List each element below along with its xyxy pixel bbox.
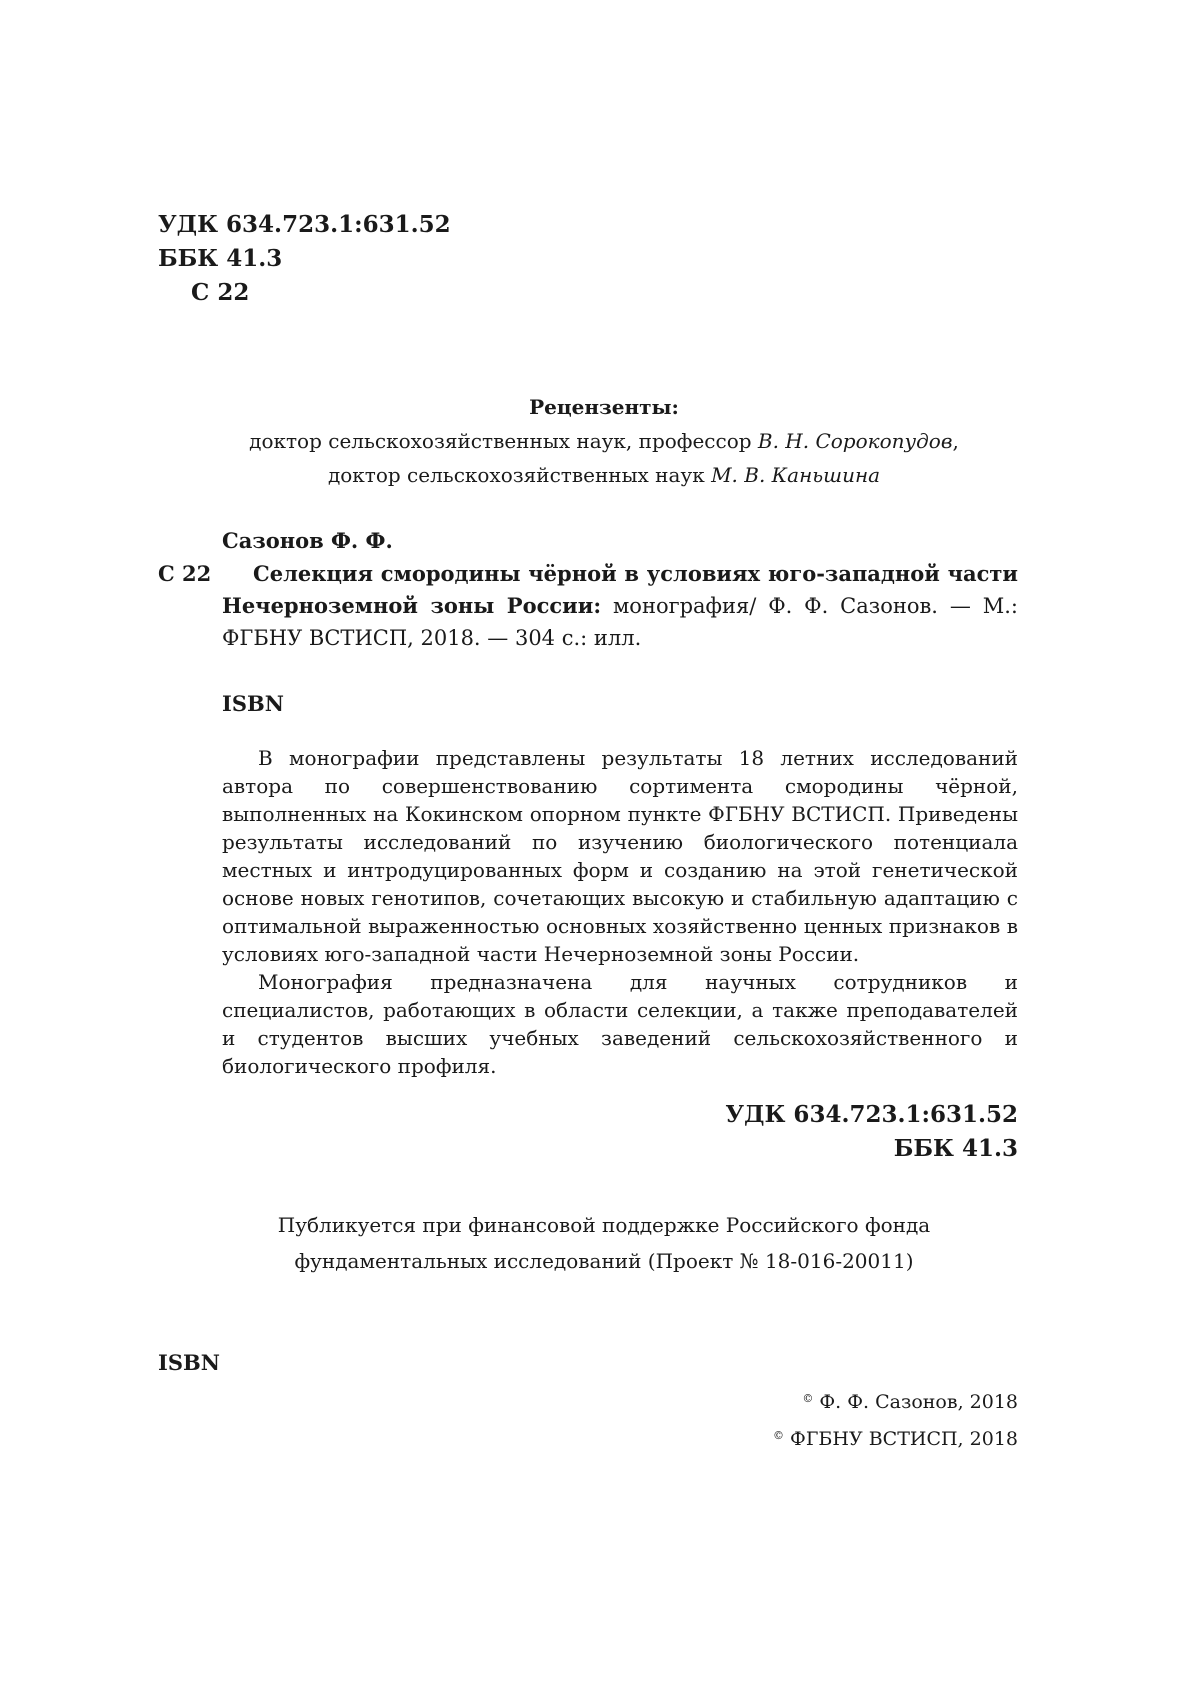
funding-line-1: Публикуется при финансовой поддержке Российского фонда xyxy=(277,1213,931,1237)
udk-code-bottom: УДК 634.723.1:631.52 xyxy=(725,1101,1018,1128)
biblio-details: монография/ Ф. Ф. Сазонов. — М.: ФГБНУ ВСТИСП, 2018. — 304 с.: илл. xyxy=(222,594,1018,650)
bibliographic-description xyxy=(158,558,1018,654)
reviewers-block xyxy=(160,390,1048,492)
reviewer-2-name: М. В. Каньшина xyxy=(711,463,881,487)
book-title: Селекция смородины чёрной в условиях юго-западной части Нечерноземной зоны России: xyxy=(222,561,1018,618)
copyright-author-text: Ф. Ф. Сазонов, 2018 xyxy=(813,1391,1018,1413)
copyright-symbol-1: © xyxy=(802,1392,814,1405)
reviewer-1-suffix: , xyxy=(952,429,959,453)
bbk-code: ББК 41.3 xyxy=(158,245,283,272)
biblio-text xyxy=(222,558,1018,654)
classification-codes-top xyxy=(158,208,451,310)
copyright-publisher-text: ФГБНУ ВСТИСП, 2018 xyxy=(784,1428,1018,1450)
author-mark: С 22 xyxy=(191,279,250,306)
copyright-block xyxy=(773,1382,1018,1456)
annotation-paragraph-1: В монографии представлены результаты 18 летних исследований автора по совершенствованию сортимента смородины чёрной, выполненных на Кокинском опорном пункте ФГБНУ ВСТИСП. Приведены результаты исследований по изучению биологического потенциала местных и интродуцированных форм и созданию на этой генетической основе новых генотипов, сочетающих высокую и стабильную адаптацию с оптимальной выраженностью основных хозяйственно ценных признаков в условиях юго-западной части Нечерноземной зоны России. xyxy=(222,746,1018,966)
reviewer-line-1 xyxy=(160,424,1048,458)
biblio-call-mark: С 22 xyxy=(158,561,212,586)
reviewer-line-2 xyxy=(160,458,1048,492)
reviewers-title: Рецензенты: xyxy=(529,395,679,419)
reviewer-1-degree: доктор сельскохозяйственных наук, профессор xyxy=(249,429,758,453)
funding-note xyxy=(160,1207,1048,1279)
isbn-label-bottom: ISBN xyxy=(158,1350,220,1375)
reviewer-1-name: В. Н. Сорокопудов xyxy=(757,429,953,453)
bbk-code-bottom: ББК 41.3 xyxy=(893,1135,1018,1162)
copyright-publisher xyxy=(773,1419,1018,1456)
copyright-symbol-2: © xyxy=(773,1429,785,1442)
classification-codes-bottom xyxy=(725,1098,1018,1166)
annotation-paragraph-2: Монография предназначена для научных сотрудников и специалистов, работающих в области селекции, а также преподавателей и студентов высших учебных заведений сельскохозяйственного и биологического профиля. xyxy=(222,970,1018,1078)
copyright-author xyxy=(773,1382,1018,1419)
annotation xyxy=(222,744,1018,1080)
funding-line-2: фундаментальных исследований (Проект № 18-016-20011) xyxy=(294,1249,914,1273)
reviewer-2-degree: доктор сельскохозяйственных наук xyxy=(327,463,712,487)
author-name: Сазонов Ф. Ф. xyxy=(222,528,393,553)
udk-code: УДК 634.723.1:631.52 xyxy=(158,211,451,238)
isbn-label: ISBN xyxy=(222,691,284,716)
